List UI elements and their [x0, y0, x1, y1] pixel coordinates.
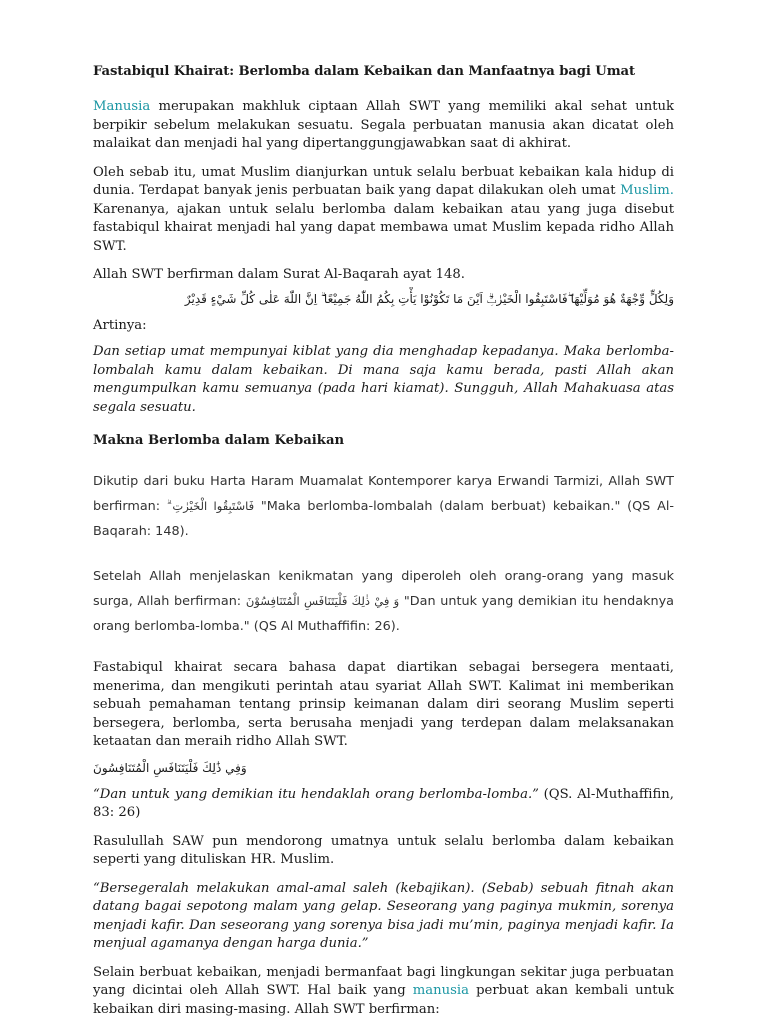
paragraph-definition: Fastabiqul khairat secara bahasa dapat diartikan sebagai bersegera mentaati, menerima, dan mengikuti perintah atau syariat Allah SWT. Kalimat ini memberikan sebuah pemahaman tentang prinsip keimanan dalam diri seorang Muslim seperti bersegera, berlomba, serta berusaha menjadi yang terdepan dalam melaksanakan ketaatan dan meraih ridho Allah SWT.	[93, 660, 674, 749]
link-manusia-2[interactable]: manusia	[412, 983, 469, 998]
paragraph-intro	[93, 98, 674, 154]
paragraph-muslim	[93, 164, 674, 257]
paragraph-muthaffifin-text-b: "Dan untuk yang demikian itu hendaknya orang berlomba-lomba." (QS Al Muthaffifin: 26).	[93, 594, 675, 634]
paragraph-erwandi-text-b: "Maka berlomba-lombalah (dalam berbuat) kebaikan." (QS Al-Baqarah: 148).	[93, 499, 674, 539]
translation-muthaffifin-italic: “Dan untuk yang demikian itu hendaklah orang berlomba-lomba.”	[93, 786, 539, 802]
section-heading-makna: Makna Berlomba dalam Kebaikan	[93, 433, 345, 448]
article	[93, 62, 674, 1029]
arabic-inline-muthaffifin: وَ فِيْ ذٰلِكَ فَلْيَتَنَافَسِ الْمُتَنَافِسُوْنَ	[245, 594, 400, 608]
paragraph-manfaat	[93, 964, 674, 1020]
arabic-verse-baqarah-148: وَلِكُلٍّ وِّجْهَةٌ هُوَ مُوَلِّيْهَا ۖفَاسْتَبِقُوا الْخَيْرٰتِۗ اَيْنَ مَا تَكُوْنُوْا يَأْتِ بِكُمُ اللّٰهُ جَمِيْعًا ۗ اِنَّ اللّٰهَ عَلٰى كُلِّ شَيْءٍ قَدِيْرٌ	[184, 291, 674, 306]
paragraph-muslim-text-b: Karenanya, ajakan untuk selalu berlomba dalam kebaikan atau yang juga disebut fastabiqul khairat menjadi hal yang dapat membawa umat Muslim kepada ridho Allah SWT.	[93, 201, 674, 254]
paragraph-surah-intro: Allah SWT berfirman dalam Surat Al-Baqarah ayat 148.	[93, 267, 465, 282]
article-title: Fastabiqul Khairat: Berlomba dalam Kebaikan dan Manfaatnya bagi Umat	[93, 64, 635, 79]
artinya-label: Artinya:	[93, 317, 147, 333]
arabic-inline-fastabiqu: فَاسْتَبِقُوا الْخَيْرٰتِ ۗ	[166, 499, 255, 513]
paragraph-erwandi-quote	[93, 469, 674, 544]
paragraph-muthaffifin-quote	[93, 564, 674, 639]
paragraph-manfaat-text-b: perbuat akan kembali untuk kebaikan diri masing-masing. Allah SWT berfirman:	[93, 983, 674, 1017]
paragraph-intro-text: merupakan makhluk ciptaan Allah SWT yang memiliki akal sehat untuk berpikir sebelum melakukan sesuatu. Segala perbuatan manusia akan dicatat oleh malaikat dan menjadi hal yang dipertanggungjawabkan saat di akhirat.	[93, 99, 674, 151]
link-muslim[interactable]: Muslim.	[620, 183, 674, 198]
paragraph-muthaffifin-text-a: Setelah Allah menjelaskan kenikmatan yang diperoleh oleh orang-orang yang masuk surga, Allah berfirman:	[93, 569, 674, 609]
translation-muthaffifin-ref: (QS. Al-Muthaffifin, 83: 26)	[93, 786, 674, 820]
link-manusia[interactable]: Manusia	[93, 99, 151, 114]
paragraph-erwandi-text-a: Dikutip dari buku Harta Haram Muamalat Kontemporer karya Erwandi Tarmizi, Allah SWT berfirman:	[93, 474, 674, 514]
arabic-verse-muthaffifin-26: وَفِي ذَٰلِكَ فَلْيَتَنَافَسِ الْمُتَنَافِسُونَ	[93, 760, 247, 775]
paragraph-muslim-text-a: Oleh sebab itu, umat Muslim dianjurkan untuk selalu berbuat kebaikan kala hidup di dunia. Terdapat banyak jenis perbuatan baik yang dapat dilakukan oleh umat	[93, 164, 674, 198]
paragraph-rasulullah: Rasulullah SAW pun mendorong umatnya untuk selalu berlomba dalam kebaikan seperti yang dituliskan HR. Muslim.	[93, 833, 674, 867]
paragraph-manfaat-text-a: Selain berbuat kebaikan, menjadi bermanfaat bagi lingkungan sekitar juga perbuatan yang dicintai oleh Allah SWT. Hal baik yang	[93, 964, 674, 998]
translation-baqarah-148: Dan setiap umat mempunyai kiblat yang dia menghadap kepadanya. Maka berlomba-lombalah kamu dalam kebaikan. Di mana saja kamu berada, pasti Allah akan mengumpulkan kamu semuanya (pada hari kiamat). Sungguh, Allah Mahakuasa atas segala sesuatu.	[93, 344, 674, 415]
paragraph-muthaffifin-translation	[93, 786, 674, 823]
hadith-quote: “Bersegeralah melakukan amal-amal saleh (kebajikan). (Sebab) sebuah fitnah akan datang bagai sepotong malam yang gelap. Seseorang yang paginya mukmin, sorenya menjadi kafir. Dan seseorang yang sorenya bisa jadi mu’min, paginya menjadi kafir. Ia menjual agamanya dengan harga dunia.”	[93, 880, 674, 951]
